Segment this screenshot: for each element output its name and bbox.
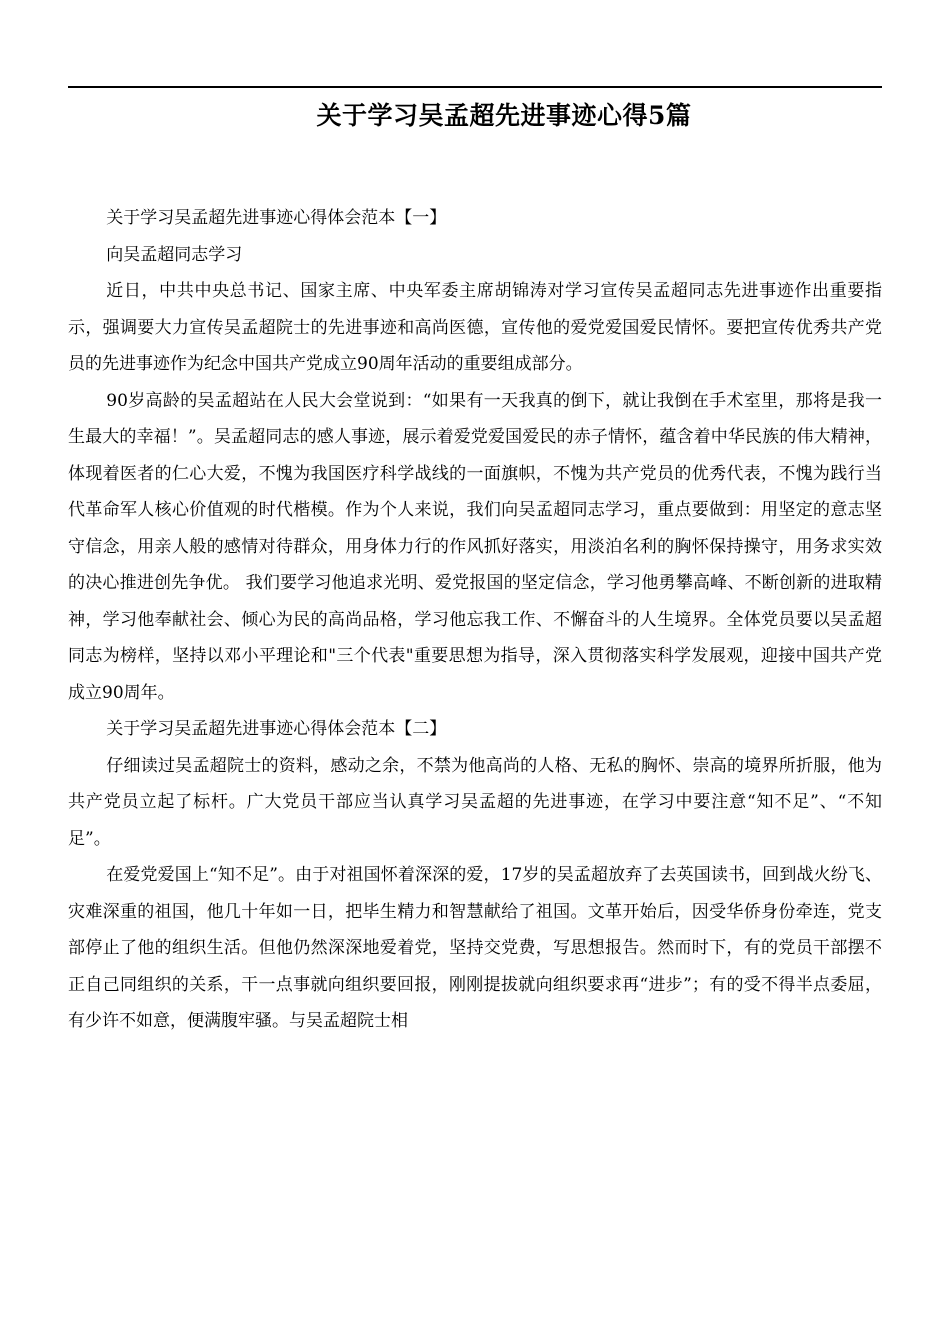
- section-heading-2: 关于学习吴孟超先进事迹心得体会范本【二】: [106, 719, 447, 739]
- document-body: [68, 200, 882, 1040]
- document-title: 关于学习吴孟超先进事迹心得5篇: [316, 101, 692, 130]
- header-rule: [68, 86, 882, 88]
- section-heading-1: 关于学习吴孟超先进事迹心得体会范本【一】: [106, 208, 447, 228]
- body-paragraph: 仔细读过吴孟超院士的资料，感动之余，不禁为他高尚的人格、无私的胸怀、崇高的境界所折服，他为共产党员立起了标杆。广大党员干部应当认真学习吴孟超的先进事迹，在学习中要注意“知不足”、“不知足”。: [68, 755, 882, 849]
- subtitle: 向吴孟超同志学习: [106, 244, 243, 265]
- body-paragraph: 近日，中共中央总书记、国家主席、中央军委主席胡锦涛对学习宣传吴孟超同志先进事迹作出重要指示，强调要大力宣传吴孟超院士的先进事迹和高尚医德，宣传他的爱党爱国爱民情怀。要把宣传优秀共产党员的先进事迹作为纪念中国共产党成立90周年活动的重要组成部分。: [68, 281, 882, 374]
- body-paragraph: 90岁高龄的吴孟超站在人民大会堂说到：“如果有一天我真的倒下，就让我倒在手术室里，那将是我一生最大的幸福！”。吴孟超同志的感人事迹，展示着爱党爱国爱民的赤子情怀，蕴含着中华民族的伟大精神，体现着医者的仁心大爱，不愧为我国医疗科学战线的一面旗帜，不愧为共产党员的优秀代表，不愧为践行当代革命军人核心价值观的时代楷模。作为个人来说，我们向吴孟超同志学习，重点要做到：用坚定的意志坚守信念，用亲人般的感情对待群众，用身体力行的作风抓好落实，用淡泊名利的胸怀保持操守，用务求实效的决心推进创先争优。 我们要学习他追求光明、爱党报国的坚定信念，学习他勇攀高峰、不断创新的进取精神，学习他奉献社会、倾心为民的高尚品格，学习他忘我工作、不懈奋斗的人生境界。全体党员要以吴孟超同志为榜样，坚持以邓小平理论和"三个代表"重要思想为指导，深入贯彻落实科学发展观，迎接中国共产党成立90周年。: [68, 390, 882, 703]
- body-paragraph: 在爱党爱国上“知不足”。由于对祖国怀着深深的爱，17岁的吴孟超放弃了去英国读书，回到战火纷飞、灾难深重的祖国，他几十年如一日，把毕生精力和智慧献给了祖国。文革开始后，因受华侨身份牵连，党支部停止了他的组织生活。但他仍然深深地爱着党，坚持交党费，写思想报告。然而时下，有的党员干部摆不正自己同组织的关系，干一点事就向组织要回报，刚刚提拔就向组织要求再“进步”；有的受不得半点委屈，有少许不如意，便满腹牢骚。与吴孟超院士相: [68, 865, 882, 1031]
